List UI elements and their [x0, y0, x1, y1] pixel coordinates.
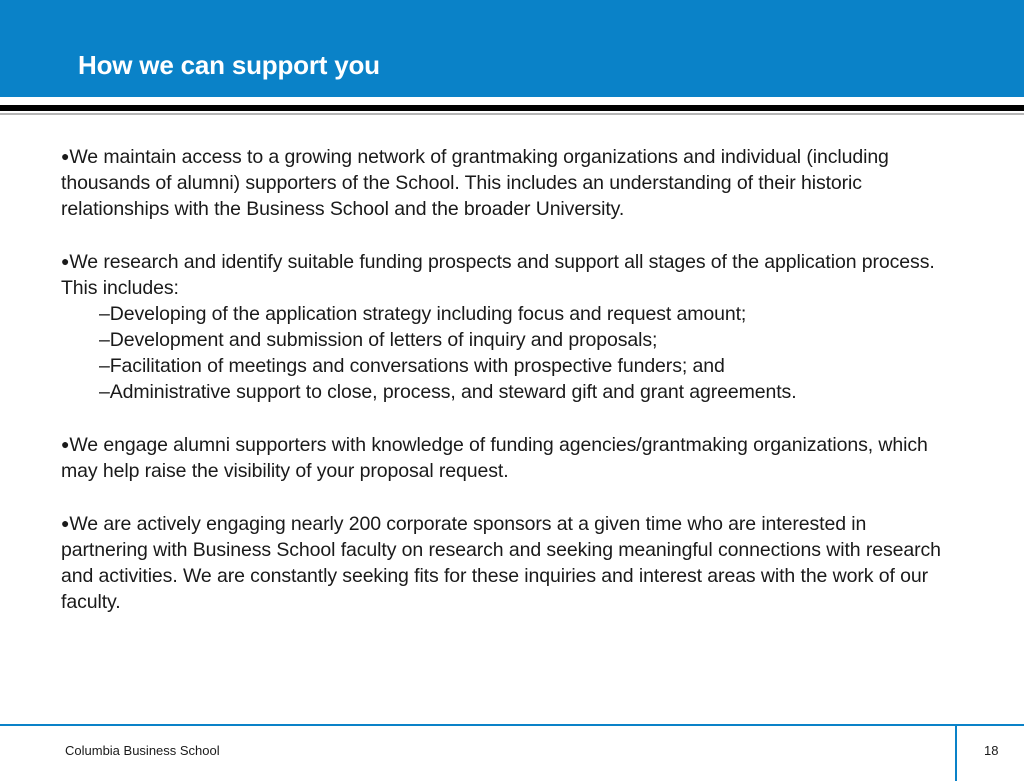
- bullet-text: We maintain access to a growing network of grantmaking organizations and individual (including thousands of alumni) supporters of the School. This includes an understanding of their historic relationships with the Business School and the broader University.: [61, 146, 889, 220]
- bullet-network: [61, 143, 941, 222]
- page-title: How we can support you: [78, 50, 380, 80]
- header-rule-thick: [0, 105, 1024, 111]
- sub-item-letters: –Development and submission of letters of inquiry and proposals;: [99, 329, 658, 351]
- bullet-text: We are actively engaging nearly 200 corporate sponsors at a given time who are interested in partnering with Business School faculty on research and seeking meaningful connections with research and activities. We are constantly seeking fits for these inquiries and interest areas with the work of our faculty.: [61, 513, 941, 613]
- bullet-dot-icon: ●: [61, 436, 70, 452]
- bullet-sponsors: [61, 510, 941, 615]
- footer-rule: [0, 724, 1024, 726]
- bullet-alumni: [61, 431, 941, 484]
- footer-divider: [955, 726, 957, 781]
- slide-content: [61, 143, 941, 641]
- sub-item-meetings: –Facilitation of meetings and conversations with prospective funders; and: [99, 355, 725, 377]
- header-rule-thin: [0, 113, 1024, 115]
- bullet-text: We engage alumni supporters with knowledge of funding agencies/grantmaking organizations, which may help raise the visibility of your proposal request.: [61, 434, 928, 482]
- sub-item-admin: –Administrative support to close, process, and steward gift and grant agreements.: [99, 381, 797, 403]
- bullet-dot-icon: ●: [61, 515, 70, 531]
- footer-organization: Columbia Business School: [65, 743, 220, 758]
- header-bar: [0, 0, 1024, 97]
- bullet-dot-icon: ●: [61, 253, 70, 269]
- bullet-text: We research and identify suitable funding prospects and support all stages of the application process. This includes:: [61, 251, 935, 299]
- sub-item-strategy: –Developing of the application strategy including focus and request amount;: [99, 303, 747, 325]
- page-number: 18: [984, 743, 999, 758]
- bullet-research: [61, 248, 941, 405]
- bullet-dot-icon: ●: [61, 148, 70, 164]
